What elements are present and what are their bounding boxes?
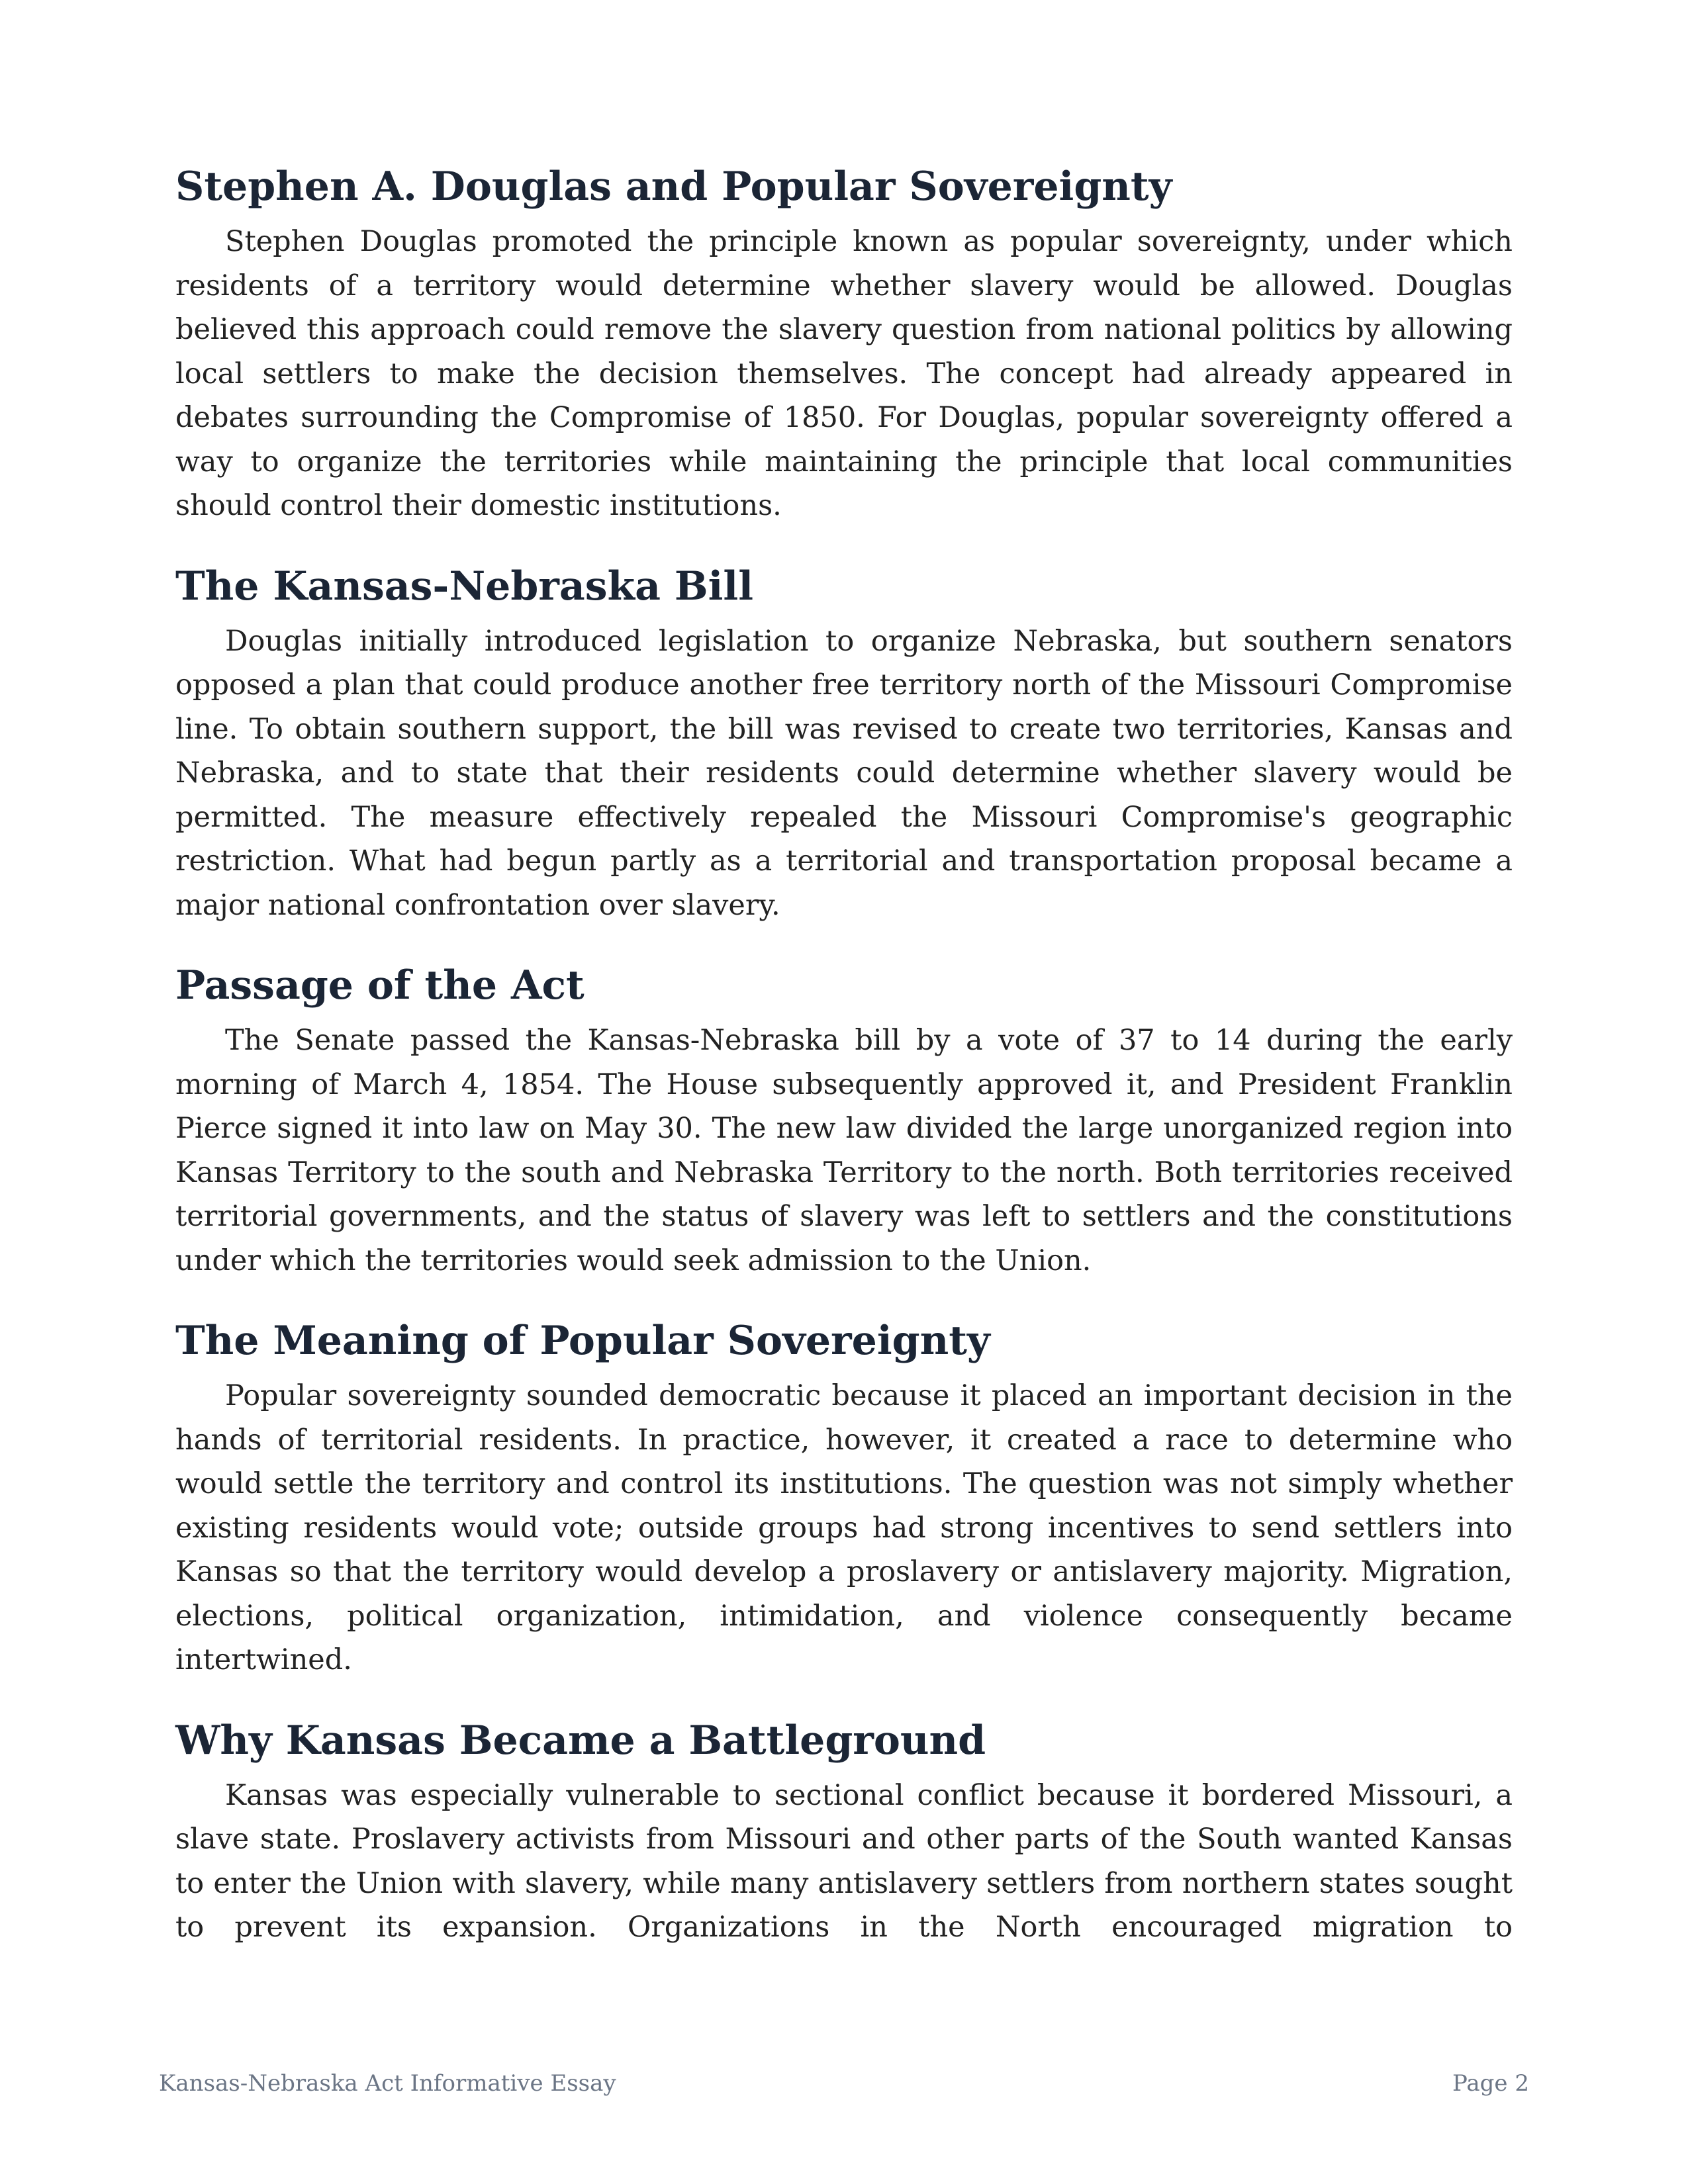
footer-document-title: Kansas-Nebraska Act Informative Essay [159,2070,616,2097]
section-body-kansas-nebraska-bill: Douglas initially introduced legislation to organize Nebraska, but southern senators opposed a plan that could produce another free territory north of the Missouri Compromise line. To obtain southern support, the bill was revised to create two territories, Kansas and Nebraska, and to state that their residents could determine whether slavery would be permitted. The measure effectively repealed the Missouri Compromise's geographic restriction. What had begun partly as a territorial and transportation proposal became a major national confrontation over slavery. [175,624,1513,922]
section-heading-meaning: The Meaning of Popular Sovereignty [175,1318,990,1364]
section-body-meaning: Popular sovereignty sounded democratic because it placed an important decision in the hands of territorial residents. In practice, however, it created a race to determine who would settle the territory and control its institutions. The question was not simply whether existing residents would vote; outside groups had strong incentives to send settlers into Kansas so that the territory would develop a proslavery or antislavery majority. Migration, elections, political organization, intimidation, and violence consequently became intertwined. [175,1379,1513,1676]
section-body-passage: The Senate passed the Kansas-Nebraska bill by a vote of 37 to 14 during the early morning of March 4, 1854. The House subsequently approved it, and President Franklin Pierce signed it into law on May 30. The new law divided the large unorganized region into Kansas Territory to the south and Nebraska Territory to the north. Both territories received territorial governments, and the status of slavery was left to settlers and the constitutions under which the territories would seek admission to the Union. [175,1024,1513,1277]
footer-page-number: Page 2 [1452,2070,1529,2097]
page-content [175,160,1513,1981]
section-heading-battleground: Why Kansas Became a Battleground [175,1717,986,1764]
section-body-douglas: Stephen Douglas promoted the principle known as popular sovereignty, under which residents of a territory would determine whether slavery would be allowed. Douglas believed this approach could remove the slavery question from national politics by allowing local settlers to make the decision themselves. The concept had already appeared in debates surrounding the Compromise of 1850. For Douglas, popular sovereignty offered a way to organize the territories while maintaining the principle that local communities should control their domestic institutions. [175,225,1513,522]
section-heading-kansas-nebraska-bill: The Kansas-Nebraska Bill [175,563,753,610]
section-heading-passage: Passage of the Act [175,962,585,1009]
section-body-battleground: Kansas was especially vulnerable to sectional conflict because it bordered Missouri, a slave state. Proslavery activists from Missouri and other parts of the South wanted Kansas to enter the Union with slavery, while many antislavery settlers from northern states sought to prevent its expansion. Organizations in the North encouraged migration to [175,1778,1513,1944]
section-heading-douglas: Stephen A. Douglas and Popular Sovereignty [175,163,1172,210]
